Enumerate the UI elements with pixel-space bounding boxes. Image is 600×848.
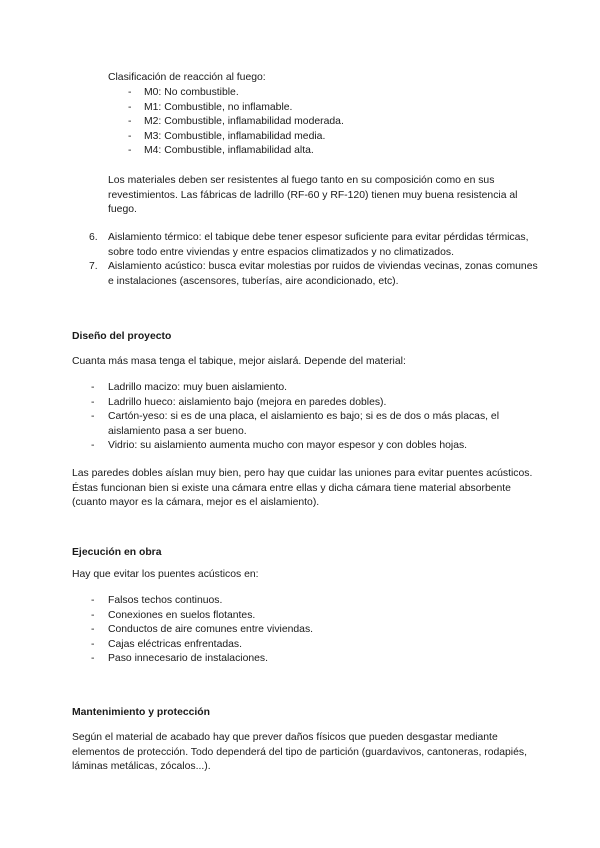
list-item: - Falsos techos continuos. bbox=[72, 594, 542, 609]
diseno-intro: Cuanta más masa tenga el tabique, mejor aislará. Depende del material: bbox=[72, 356, 406, 367]
diseno-material-list bbox=[72, 381, 542, 454]
mantenimiento-paragraph: Según el material de acabado hay que prever daños físicos que pueden desgastar mediante elementos de protección. Todo dependerá del tipo de partición (guardavivos, cantoneras, rodapiés, láminas metálicas, zócalos...). bbox=[72, 732, 527, 773]
section-heading-ejecucion: Ejecución en obra bbox=[72, 547, 162, 558]
dash-bullet-icon: - bbox=[91, 653, 95, 665]
dash-bullet-icon: - bbox=[128, 130, 132, 142]
dash-bullet-icon: - bbox=[91, 638, 95, 650]
list-item: - M2: Combustible, inflamabilidad moderada. bbox=[108, 115, 538, 130]
list-item: - Paso innecesario de instalaciones. bbox=[72, 652, 542, 667]
numbered-list bbox=[72, 231, 544, 289]
list-item: - Cajas eléctricas enfrentadas. bbox=[72, 638, 542, 653]
list-item: - Vidrio: su aislamiento aumenta mucho con mayor espesor y con dobles hojas. bbox=[72, 439, 542, 454]
list-item: - Conductos de aire comunes entre viviendas. bbox=[72, 623, 542, 638]
list-item: - Ladrillo hueco: aislamiento bajo (mejora en paredes dobles). bbox=[72, 396, 542, 411]
dash-bullet-icon: - bbox=[128, 101, 132, 113]
dash-bullet-icon: - bbox=[91, 595, 95, 606]
list-item: - M1: Combustible, no inflamable. bbox=[108, 101, 538, 116]
list-item: - Conexiones en suelos flotantes. bbox=[72, 609, 542, 624]
diseno-closing-paragraph: Las paredes dobles aíslan muy bien, pero hay que cuidar las uniones para evitar puentes acústicos. Éstas funcionan bien si existe una cámara entre ellas y dicha cámara tiene material absorbente (cuanto mayor es la cámara, mejor es el aislamiento). bbox=[72, 468, 533, 509]
list-item: - M3: Combustible, inflamabilidad media. bbox=[108, 130, 538, 145]
ejecucion-intro: Hay que evitar los puentes acústicos en: bbox=[72, 569, 259, 580]
list-item: 7. Aislamiento acústico: busca evitar molestias por ruidos de viviendas vecinas, zonas comunes e instalaciones (ascensores, tuberías, aire acondicionado, etc). bbox=[89, 261, 538, 287]
list-item: - Cartón-yeso: si es de una placa, el aislamiento es bajo; si es de dos o más placas, el aislamiento pasa a ser bueno. bbox=[91, 411, 500, 437]
list-item: - M0: No combustible. bbox=[108, 86, 538, 101]
dash-bullet-icon: - bbox=[91, 411, 95, 423]
dash-bullet-icon: - bbox=[91, 396, 95, 408]
dash-bullet-icon: - bbox=[128, 87, 132, 98]
dash-bullet-icon: - bbox=[128, 116, 132, 128]
ejecucion-list bbox=[72, 594, 542, 667]
dash-bullet-icon: - bbox=[128, 145, 132, 157]
fire-resistance-note: Los materiales deben ser resistentes al fuego tanto en su composición como en sus revestimientos. Las fábricas de ladrillo (RF-60 y RF-120) tienen muy buena resistencia al fuego. bbox=[108, 175, 518, 216]
section-heading-diseno: Diseño del proyecto bbox=[72, 331, 172, 342]
dash-bullet-icon: - bbox=[91, 382, 95, 393]
dash-bullet-icon: - bbox=[91, 440, 95, 452]
fire-classification-list bbox=[108, 86, 538, 159]
dash-bullet-icon: - bbox=[91, 624, 95, 636]
list-item: 6. Aislamiento térmico: el tabique debe tener espesor suficiente para evitar pérdidas térmicas, sobre todo entre viviendas y entre espacios climatizados y no climatizados. bbox=[89, 232, 529, 258]
list-item: - M4: Combustible, inflamabilidad alta. bbox=[108, 144, 538, 159]
section-heading-mantenimiento: Mantenimiento y protección bbox=[72, 707, 210, 718]
list-item: - Ladrillo macizo: muy buen aislamiento. bbox=[72, 381, 542, 396]
fire-classification-intro: Clasificación de reacción al fuego: bbox=[108, 72, 266, 83]
dash-bullet-icon: - bbox=[91, 609, 95, 621]
